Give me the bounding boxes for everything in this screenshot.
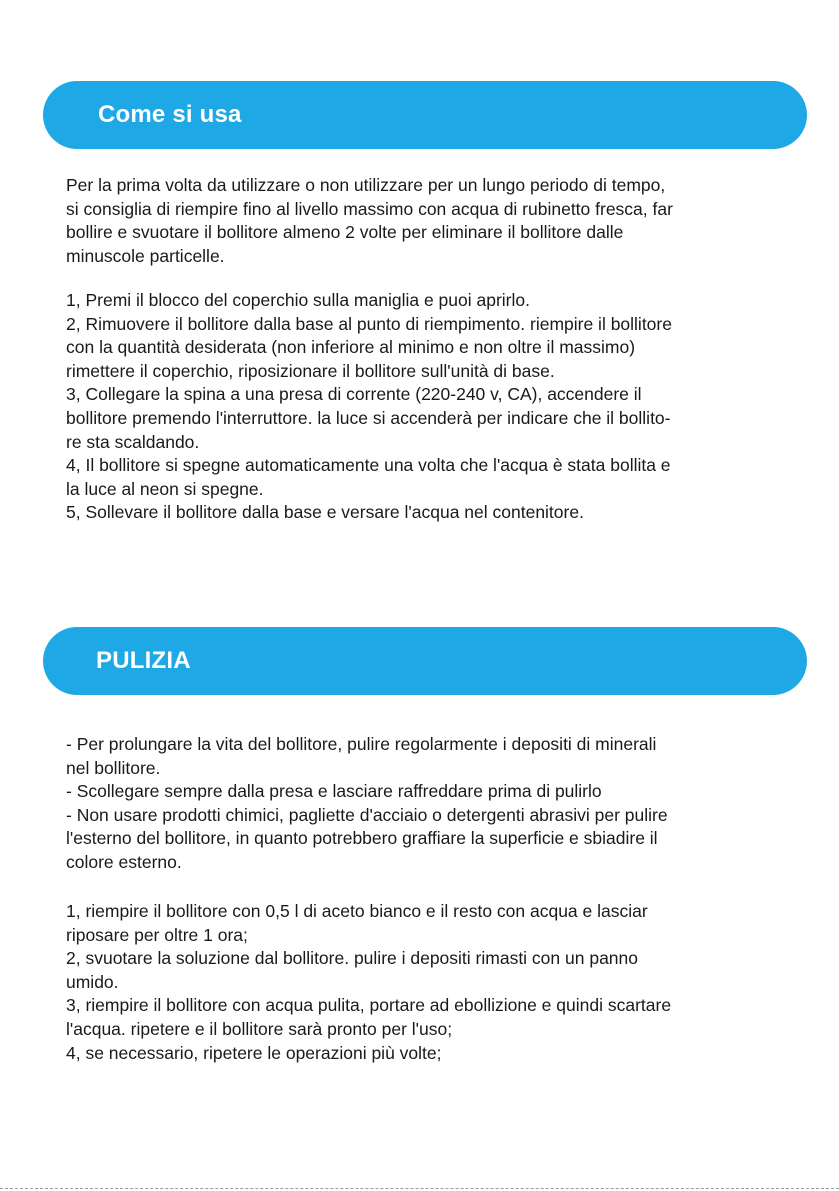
text-line: - Per prolungare la vita del bollitore, pulire regolarmente i depositi di minerali (66, 734, 657, 754)
text-line: minuscole particelle. (66, 245, 225, 266)
text-line: Per la prima volta da utilizzare o non utilizzare per un lungo periodo di tempo, (66, 175, 666, 195)
cleaning-steps (66, 900, 786, 1065)
page-bottom-divider (0, 1188, 839, 1189)
step-line: umido. (66, 971, 119, 992)
text-line: nel bollitore. (66, 757, 161, 778)
step-line: 3, Collegare la spina a una presa di corrente (220-240 v, CA), accendere il (66, 384, 642, 405)
section-title: Come si usa (98, 101, 242, 128)
step-line: con la quantità desiderata (non inferiore al minimo e non oltre il massimo) (66, 337, 636, 358)
section-header-pulizia (43, 627, 807, 695)
text-line: colore esterno. (66, 851, 182, 872)
usage-intro (66, 174, 786, 268)
usage-steps (66, 289, 786, 525)
text-line: bollire e svuotare il bollitore almeno 2 volte per eliminare il bollitore dalle (66, 222, 624, 243)
step-line: la luce al neon si spegne. (66, 478, 264, 499)
cleaning-intro (66, 733, 786, 875)
step-line: 2, svuotare la soluzione dal bollitore. pulire i depositi rimasti con un panno (66, 948, 638, 969)
step-line: 4, Il bollitore si spegne automaticamente una volta che l'acqua è stata bollita e (66, 455, 671, 476)
text-line: l'esterno del bollitore, in quanto potrebbero graffiare la superficie e sbiadire il (66, 828, 658, 849)
step-line: 4, se necessario, ripetere le operazioni più volte; (66, 1042, 442, 1063)
step-line: riposare per oltre 1 ora; (66, 924, 248, 945)
step-line: 5, Sollevare il bollitore dalla base e versare l'acqua nel contenitore. (66, 502, 584, 523)
step-line: bollitore premendo l'interruttore. la luce si accenderà per indicare che il bollito- (66, 407, 671, 428)
step-line: 3, riempire il bollitore con acqua pulita, portare ad ebollizione e quindi scartare (66, 995, 672, 1016)
step-line: 1, Premi il blocco del coperchio sulla maniglia e puoi aprirlo. (66, 290, 530, 310)
step-line: rimettere il coperchio, riposizionare il bollitore sull'unità di base. (66, 360, 555, 381)
step-line: 1, riempire il bollitore con 0,5 l di aceto bianco e il resto con acqua e lasciar (66, 901, 648, 921)
step-line: 2, Rimuovere il bollitore dalla base al punto di riempimento. riempire il bollitore (66, 313, 672, 334)
text-line: - Non usare prodotti chimici, pagliette d'acciaio o detergenti abrasivi per pulire (66, 804, 668, 825)
text-line: - Scollegare sempre dalla presa e lasciare raffreddare prima di pulirlo (66, 781, 602, 802)
step-line: l'acqua. ripetere e il bollitore sarà pronto per l'uso; (66, 1018, 453, 1039)
text-line: si consiglia di riempire fino al livello massimo con acqua di rubinetto fresca, far (66, 198, 673, 219)
step-line: re sta scaldando. (66, 431, 200, 452)
section-title: PULIZIA (96, 647, 191, 674)
section-header-come-si-usa (43, 81, 807, 149)
